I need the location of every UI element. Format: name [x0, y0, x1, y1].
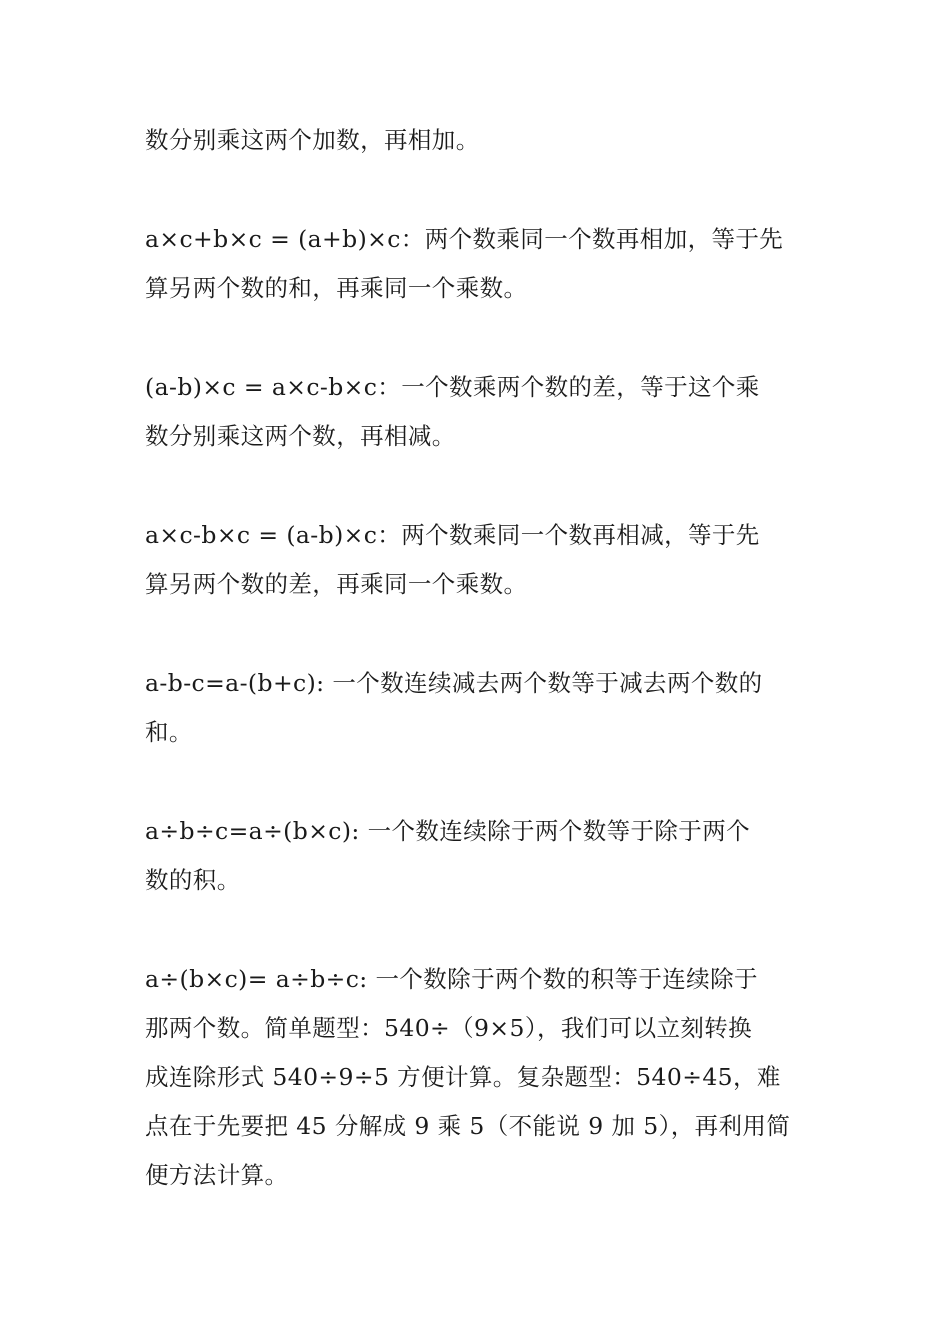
paragraph-factor-subtraction	[145, 511, 813, 609]
paragraph-factor-addition	[145, 215, 813, 313]
document-body	[145, 116, 813, 1250]
text-line: 数分别乘这两个数，再相减。	[145, 422, 456, 450]
text-line: 便方法计算。	[145, 1161, 289, 1189]
text-line: 算另两个数的和，再乘同一个乘数。	[145, 274, 528, 302]
paragraph-division-by-product	[145, 955, 813, 1200]
text-line: 点在于先要把 45 分解成 9 乘 5（不能说 9 加 5），再利用简	[145, 1112, 791, 1140]
text-line: 数分别乘这两个加数，再相加。	[145, 126, 480, 154]
text-line: 算另两个数的差，再乘同一个乘数。	[145, 570, 528, 598]
paragraph-consecutive-subtraction	[145, 659, 813, 757]
text-line: a÷b÷c=a÷(b×c): 一个数连续除于两个数等于除于两个	[145, 817, 751, 845]
text-line: (a-b)×c = a×c-b×c：一个数乘两个数的差，等于这个乘	[145, 373, 760, 401]
text-line: a×c-b×c = (a-b)×c：两个数乘同一个数再相减，等于先	[145, 521, 760, 549]
text-line: 那两个数。简单题型：540÷（9×5），我们可以立刻转换	[145, 1014, 753, 1042]
text-line: a×c+b×c = (a+b)×c：两个数乘同一个数再相加，等于先	[145, 225, 784, 253]
text-line: a÷(b×c)= a÷b÷c: 一个数除于两个数的积等于连续除于	[145, 965, 758, 993]
paragraph-distributive-subtraction	[145, 363, 813, 461]
text-line: 数的积。	[145, 866, 241, 894]
paragraph-distributive-tail	[145, 116, 813, 165]
text-line: 成连除形式 540÷9÷5 方便计算。复杂题型：540÷45，难	[145, 1063, 781, 1091]
paragraph-consecutive-division	[145, 807, 813, 905]
text-line: a-b-c=a-(b+c): 一个数连续减去两个数等于减去两个数的	[145, 669, 763, 697]
text-line: 和。	[145, 718, 193, 746]
